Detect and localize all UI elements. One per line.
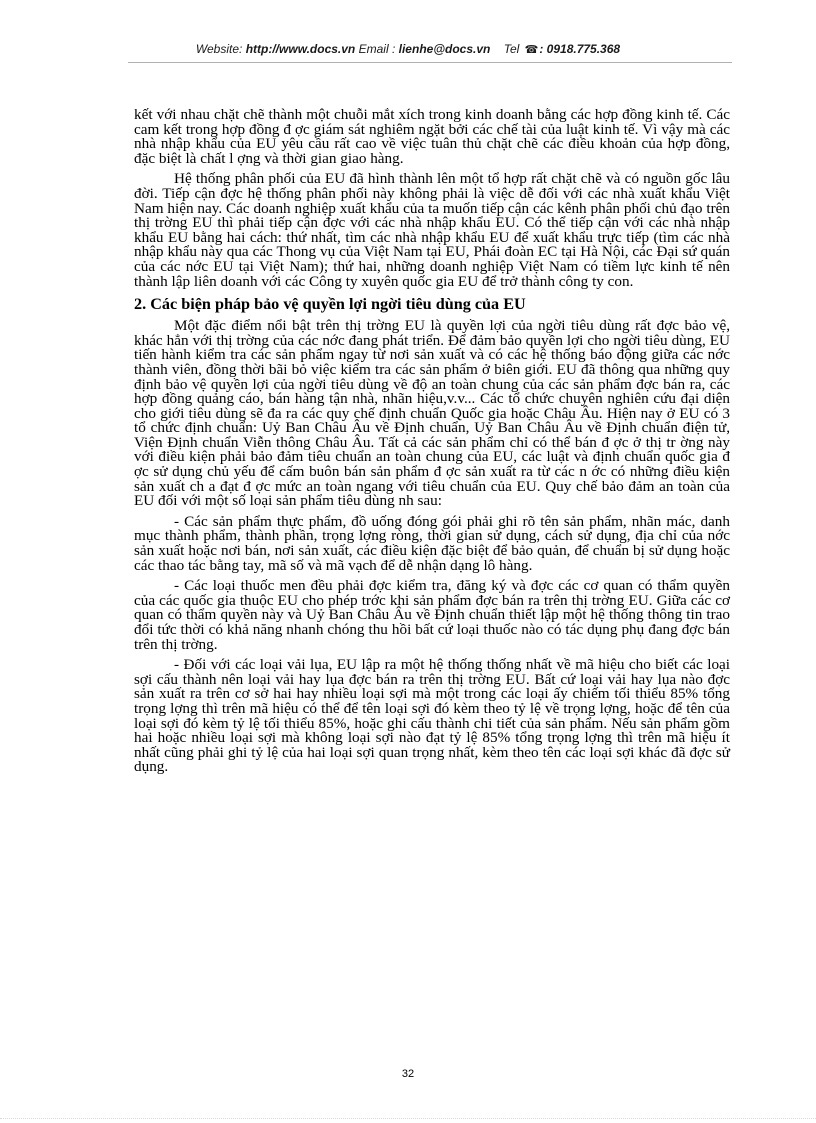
paragraph-5: - Các loại thuốc men đều phải đợc kiểm tra, đăng ký và đợc các cơ quan có thẩm quyền của các quốc gia thuộc EU cho phép trớc khi sản phẩm đợc bán ra trên thị trờng EU. Giữa các cơ quan có thẩm quyền này và Uỷ Ban Châu Âu về Định chuẩn thiết lập một hệ thống thông tin trao đổi tức thời có khả năng nhanh chóng thu hồi bất cứ loại thuốc nào có tác dụng phụ đang đợc bán trên thị trờng.: [134, 577, 730, 653]
email-value: lienhe@docs.vn: [398, 42, 491, 56]
website-label: Website:: [195, 42, 243, 56]
tel-label: Tel: [503, 42, 520, 56]
section-heading: 2. Các biện pháp bảo vệ quyền lợi ngời tiêu dùng của EU: [134, 295, 526, 314]
paragraph-1: kết với nhau chặt chẽ thành một chuỗi mắt xích trong kinh doanh bằng các hợp đồng kinh tế. Các cam kết trong hợp đồng đ ợc giám sát nghiêm ngặt bởi các chế tài của luật kinh tế. Vì vậy mà các nhà nhập khẩu của EU yêu cầu rất cao về việc tuân thủ chặt chẽ các điều khoản của hợp đồng, đặc biệt là chất l ợng và thời gian giao hàng.: [134, 106, 730, 167]
page-header: [0, 42, 816, 56]
paragraph-4: - Các sản phẩm thực phẩm, đồ uống đóng gói phải ghi rõ tên sản phẩm, nhãn mác, danh mục thành phẩm, thành phần, trọng lợng ròng, thời gian sử dụng, cách sử dụng, địa chỉ của nớc sản xuất hoặc nơi bán, nơi sản xuất, các điều kiện đặc biệt để bảo quản, để chuẩn bị sử dụng hoặc các thao tác bằng tay, mã số và mã vạch để dễ nhận dạng lô hàng.: [134, 512, 730, 574]
website-url: http://www.docs.vn: [245, 42, 356, 56]
header-divider: [128, 62, 732, 63]
footer-divider: [0, 1118, 816, 1120]
phone-icon: ☎: [524, 44, 539, 56]
page-number: 32: [401, 1068, 415, 1080]
document-body: [134, 108, 730, 781]
paragraph-6: - Đối với các loại vải lụa, EU lập ra một hệ thống thống nhất về mã hiệu cho biết các loại sợi cấu thành nên loại vải hay lụa đợc bán ra trên thị trờng EU. Bất cứ loại vải hay lụa nào đợc sản xuất ra trên cơ sở hai hay nhiều loại sợi mà một trong các loại ấy chiếm tối thiểu 85% tổng trọng lợng thì trên mã hiệu có thể để tên loại sợi đó kèm theo tỷ lệ về trọng lợng, hoặc để tên của loại sợi đó kèm tỷ lệ tối thiểu 85%, hoặc ghi cấu thành chi tiết của sản phẩm. Nếu sản phẩm gồm hai hoặc nhiều loại sợi mà không loại sợi nào đạt tỷ lệ 85% tổng trọng lợng thì trên mã hiệu ít nhất cũng phải ghi tỷ lệ của hai loại sợi quan trọng nhất, kèm theo tên các loại sợi khác đã đợc sử dụng.: [134, 656, 730, 776]
tel-value: : 0918.775.368: [539, 42, 621, 56]
paragraph-3: Một đặc điểm nổi bật trên thị trờng EU là quyền lợi của ngời tiêu dùng rất đợc bảo vệ, khác hẳn với thị trờng của các nớc đang phát triển. Để đảm bảo quyền lợi cho ngời tiêu dùng, EU tiến hành kiểm tra các sản phẩm ngay từ nơi sản xuất và có các hệ thống báo động giữa các nớc thành viên, đồng thời bãi bỏ việc kiểm tra các sản phẩm ở biên giới. EU đã thông qua những quy định bảo vệ quyền lợi của ngời tiêu dùng về độ an toàn chung của các sản phẩm đợc bán ra, các hợp đồng quảng cáo, bán hàng tận nhà, nhãn hiệu,v.v... Các tổ chức chuyên nghiên cứu đại diện cho giới tiêu dùng sẽ đa ra các quy chế định chuẩn Quốc gia hoặc Châu Âu. Hiện nay ở EU có 3 tổ chức định chuẩn: Uỷ Ban Châu Âu về Định chuẩn, Uỷ Ban Châu Âu về Định chuẩn điện tử, Viện Định chuẩn Viễn thông Châu Âu. Tất cả các sản phẩm chỉ có thể bán đ ợc ở thị tr ờng này với điều kiện phải bảo đảm tiêu chuẩn an toàn chung của EU, các luật và định chuẩn quốc gia đ ợc sử dụng chủ yếu để cấm buôn bán sản phẩm đ ợc sản xuất ra từ các n ớc có những điều kiện sản xuất ch a đạt đ ợc mức an toàn ngang với tiêu chuẩn của EU. Quy chế bảo đảm an toàn của EU đối với một số loại sản phẩm tiêu dùng nh sau:: [134, 317, 730, 510]
email-label: Email :: [358, 42, 396, 56]
paragraph-2: Hệ thống phân phối của EU đã hình thành lên một tổ hợp rất chặt chẽ và có nguồn gốc lâu đời. Tiếp cận đợc hệ thống phân phối này không phải là việc dễ đối với các nhà xuất khẩu Việt Nam hiện nay. Các doanh nghiệp xuất khẩu của ta muốn tiếp cận các kênh phân phối chủ đạo trên thị trờng EU thì phải tiếp cận đợc với các nhà nhập khẩu EU. Có thể tiếp cận với các nhà nhập khẩu EU bằng hai cách: thứ nhất, tìm các nhà nhập khẩu EU để xuất khẩu trực tiếp (tìm các nhà nhập khẩu này qua các Thong vụ của Việt Nam tại EU, Phái đoàn EC tại Hà Nội, các Đại sứ quán của các nớc EU tại Việt Nam); thứ hai, những doanh nghiệp Việt Nam có tiềm lực kinh tế nên thành lập liên doanh với các Công ty xuyên quốc gia EU để trở thành công ty con.: [134, 170, 730, 290]
